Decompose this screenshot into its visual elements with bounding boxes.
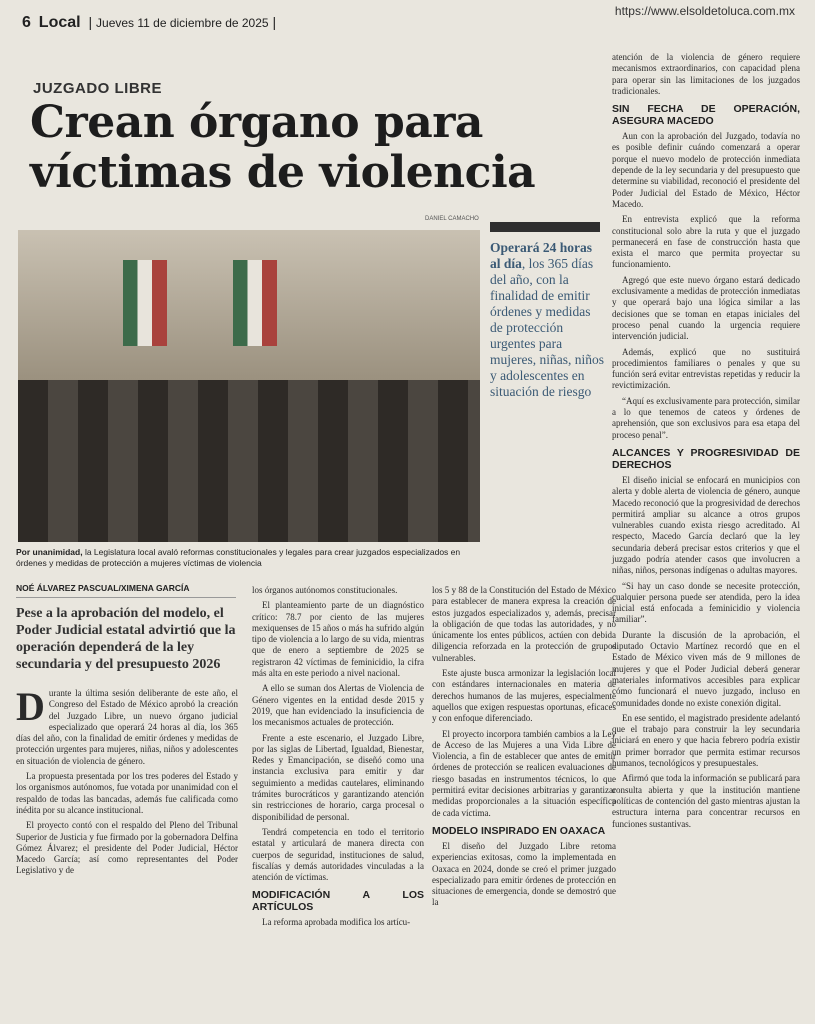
pull-quote <box>490 240 605 400</box>
paragraph: La reforma aprobada modifica los artícu- <box>262 917 411 928</box>
deck: Pese a la aprobación del modelo, el Poder Judicial estatal advirtió que la operación dependerá de la ley secundaria y del presupuesto 2026 <box>16 606 236 672</box>
photo-desks <box>18 380 480 542</box>
article-column-3 <box>432 585 616 913</box>
kicker: JUZGADO LIBRE <box>33 80 163 97</box>
section-name: Local <box>38 14 81 31</box>
subheading: MODELO INSPIRADO EN OAXACA <box>432 824 606 837</box>
paragraph: “Aquí es exclusivamente para protección, similar a lo que tenemos de cateos y órdenes de aprehensión, que son exclusivos para esa etapa del proceso penal”. <box>612 395 800 440</box>
subheading: MODIFICACIÓN A LOS ARTÍCULOS <box>252 889 424 914</box>
paragraph: El diseño inicial se enfocará en municipios con alerta y doble alerta de violencia de género, aunque Macedo reconoció que la progresividad de derechos permitirá ampliar su alcance a otros grupos vulnerables cuando exista riesgo acreditado. Al respecto, Macedo García declaró que la ley secundaria deberá precisar estos criterios y que el juzgado podría atender casos que involucren a niñas, niños, personas indígenas o adultas mayores. <box>612 474 800 576</box>
paragraph: Afirmó que toda la información se publicará para consulta abierta y que la institución mantiene políticas de contención del gasto mientras ajustan la estructura interna para concentrar recursos en funciones sustantivas. <box>612 773 800 829</box>
paragraph: El diseño del Juzgado Libre retoma experiencias exitosas, como la implementada en Oaxaca en 2024, donde se creó el primer juzgado especializado para emitir órdenes de protección en situaciones de emergencia, donde se demostró que la <box>432 840 616 908</box>
byline: NOÉ ÁLVAREZ PASCUAL/XIMENA GARCÍA <box>16 583 190 593</box>
article-column-4 <box>612 52 800 834</box>
headline: Crean órgano para víctimas de violencia <box>30 97 536 198</box>
paragraph: Frente a este escenario, el Juzgado Libre, por las siglas de Libertad, Igualdad, Bienestar, Redes y Emancipación, se diseñó como una instancia exclusiva para emitir y dar seguimiento a medidas cautelares, eliminando trámites burocráticos y garantizando atención sin restricciones de horario, carga procesal o disponibilidad de personal. <box>252 732 424 822</box>
page-number: 6 <box>22 14 31 31</box>
paragraph: atención de la violencia de género requiere mecanismos extraordinarios, con capacidad plena para operar sin las limitaciones de los juzgados tradicionales. <box>612 52 800 96</box>
paragraph: los órganos autónomos constitucionales. <box>252 585 398 595</box>
paragraph: “Si hay un caso donde se necesite protección, cualquier persona puede ser atendida, pero la idea inicial está enfocada a feminicidio y violencia familiar”. <box>612 580 800 625</box>
paragraph: En entrevista explicó que la reforma constitucional solo abre la ruta y que el juzgado permanecerá en fase de construcción hasta que exista el marco que permita proyectar su funcionamiento. <box>612 214 800 270</box>
header-divider: | <box>88 14 93 30</box>
flag-icon <box>123 260 167 346</box>
paragraph: El proyecto contó con el respaldo del Pleno del Tribunal Superior de Justicia y fue firmado por la gobernadora Delfina Gómez Álvarez; el presidente del Poder Judicial, Héctor Macedo García; así como representantes del Poder Legislativo y de <box>16 820 238 876</box>
caption-lead: Por unanimidad, <box>16 547 83 557</box>
paragraph: El proyecto incorpora también cambios a la Ley de Acceso de las Mujeres a una Vida Libre de Violencia, a fin de establecer que antes de emitir órdenes de protección se realicen evaluaciones de riesgo basadas en instrumentos técnicos, lo que permitirá evitar decisiones arbitrarias y garantizar medidas proporcionales a la situación específica de cada víctima. <box>432 728 616 818</box>
drop-cap: D <box>16 684 45 729</box>
paragraph: Durante la discusión de la aprobación, el diputado Octavio Martínez recordó que en el Estado de México viven más de 9 millones de mujeres y que el Poder Judicial deberá generar materiales informativos accesibles para explicar cómo funcionará el nuevo juzgado, incluso en comunidades donde no existe conexión digital. <box>612 629 800 708</box>
site-url[interactable]: https://www.elsoldetoluca.com.mx <box>614 4 795 18</box>
paragraph: urante la última sesión deliberante de este año, el Congreso del Estado de México aprobó la creación del Juzgado Libre, un nuevo órgano judicial especializado que operará 24 horas al día, los 365 días del año, con la finalidad de emitir órdenes y medidas de protección urgentes para mujeres, niñas, niños y adolescentes en situación de violencia de género. <box>16 688 238 766</box>
paragraph: A ello se suman dos Alertas de Violencia de Género vigentes en la entidad desde 2015 y 2019, que han evidenciado la insuficiencia de los mecanismos actuales de protección. <box>252 683 424 728</box>
paragraph: Además, explicó que no sustituirá procedimientos familiares o penales y que su función será evitar entrevistas repetidas y reducir la revictimización. <box>612 346 800 391</box>
paragraph: En ese sentido, el magistrado presidente adelantó que el trabajo para construir la ley secundaria iniciará en enero y que hacia febrero podría existir un primer borrador que permita estimar recursos humanos, tecnológicos y presupuestales. <box>612 712 800 769</box>
divider <box>16 597 236 598</box>
paragraph: Agregó que este nuevo órgano estará dedicado exclusivamente a medidas de protección inmediatas y que operará bajo una lógica similar a las decisiones que se toman en etapas iniciales del proceso penal cuando la urgencia requiere intervención judicial. <box>612 274 800 342</box>
article-column-2 <box>252 585 424 933</box>
paragraph: El planteamiento parte de un diagnóstico crítico: 78.7 por ciento de las mujeres mexiquenses de 15 años o más ha sufrido algún tipo de violencia a lo largo de su vida, mientras que de enero a septiembre de 2025 se registraron 42 víctimas de feminicidio, la cifra más alta en este periodo a nivel nacional. <box>252 600 424 679</box>
subheading: SIN FECHA DE OPERACIÓN, ASEGURA MACEDO <box>612 103 800 128</box>
issue-date: Jueves 11 de diciembre de 2025 <box>96 16 269 30</box>
pull-quote-lead: Operará 24 horas al día <box>490 240 592 271</box>
paragraph: Aun con la aprobación del Juzgado, todavía no es posible definir cuándo comenzará a operar porque el nuevo modelo de protección inmediata depende de la ley secundaria y del presupuesto que determine su viabilidad, reconoció el presidente del Poder Judicial del Estado de México, Héctor Macedo. <box>612 131 800 209</box>
paragraph: Tendrá competencia en todo el territorio estatal y articulará de manera directa con cuerpos de seguridad, instituciones de salud, fiscalías y demás autoridades vinculadas a la atención de víctimas. <box>252 826 424 883</box>
page-header <box>22 14 276 32</box>
article-column-1 <box>16 684 238 881</box>
flag-icon <box>233 260 277 346</box>
pull-quote-bar <box>490 222 600 232</box>
chamber-photo <box>18 230 480 542</box>
paragraph: los 5 y 88 de la Constitución del Estado de México para establecer de manera expresa la creación de estos juzgados especializados y, además, precisar la obligación de que todas las autoridades, y no únicamente los entes públicos, actúen con debida diligencia reforzada en la protección de grupos vulnerables. <box>432 585 616 663</box>
paragraph: La propuesta presentada por los tres poderes del Estado y los organismos autónomos, fue votada por unanimidad con el respaldo de todas las bancadas, además fue calificada como inédita por su alcance institucional. <box>16 771 238 815</box>
subheading: ALCANCES Y PROGRESIVIDAD DE DERECHOS <box>612 446 800 471</box>
photo-credit: DANIEL CAMACHO <box>425 216 479 222</box>
paragraph: Este ajuste busca armonizar la legislación local con estándares internacionales en materia de derechos humanos de las mujeres, especialmente aquellos que exigen respuestas oportunas, eficaces y con enfoque diferenciado. <box>432 668 616 724</box>
pull-quote-text: , los 365 días del año, con la finalidad de emitir órdenes y medidas de protección urgentes para mujeres, niñas, niños y adolescentes en situación de riesgo <box>490 256 604 399</box>
caption-text: la Legislatura local avaló reformas constitucionales y legales para crear juzgados especializados en órdenes y medidas de protección a mujeres víctimas de violencia <box>16 547 461 568</box>
header-divider: | <box>272 14 277 30</box>
photo-caption <box>16 547 486 569</box>
